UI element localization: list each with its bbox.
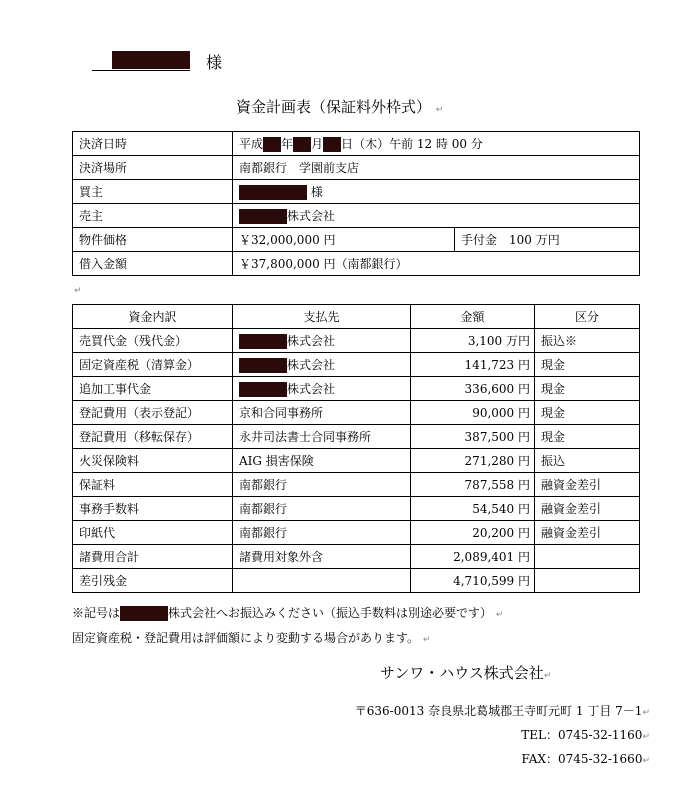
cell-item: 事務手数料 bbox=[73, 497, 233, 521]
cell-amount: 387,500 円 bbox=[411, 425, 535, 449]
redacted-seller bbox=[239, 209, 287, 224]
note-transfer: ※記号は 株式会社へお振込みください（振込手数料は別途必要です） ↵ bbox=[72, 606, 504, 620]
table-row bbox=[73, 473, 640, 497]
table-row bbox=[73, 521, 640, 545]
cell-item: 差引残金 bbox=[73, 569, 233, 593]
payee-text: 株式会社 bbox=[287, 334, 336, 348]
label-cell: 売主 bbox=[73, 204, 233, 228]
table-row bbox=[73, 377, 640, 401]
label-cell: 借入金額 bbox=[73, 252, 233, 276]
settlement-datetime-value: 平成 年 月 日（木）午前 12 時 00 分 bbox=[233, 132, 640, 156]
redacted-month bbox=[293, 137, 311, 152]
payee-text: 南都銀行 bbox=[239, 478, 288, 492]
cell-amount: 141,723 円 bbox=[411, 353, 535, 377]
cell-amount: 787,558 円 bbox=[411, 473, 535, 497]
cell-amount: 20,200 円 bbox=[411, 521, 535, 545]
table-row bbox=[73, 449, 640, 473]
table-row bbox=[73, 545, 640, 569]
company-fax: FAX：0745-32-1660↵ bbox=[521, 752, 650, 766]
row-seller bbox=[73, 204, 640, 228]
cell-category: 現金 bbox=[535, 353, 640, 377]
label-cell: 買主 bbox=[73, 180, 233, 204]
cell-category bbox=[535, 545, 640, 569]
cell-category bbox=[535, 569, 640, 593]
redacted-payee bbox=[239, 334, 287, 349]
cell-category: 振込※ bbox=[535, 329, 640, 353]
cell-category: 融資金差引 bbox=[535, 497, 640, 521]
redacted-buyer bbox=[239, 185, 307, 200]
cell-category: 振込 bbox=[535, 449, 640, 473]
cell-payee bbox=[233, 353, 411, 377]
cell-amount: 4,710,599 円 bbox=[411, 569, 535, 593]
company-name: サンワ・ハウス株式会社↵ bbox=[380, 664, 552, 682]
payee-text: 株式会社 bbox=[287, 358, 336, 372]
header-item: 資金内訳 bbox=[73, 305, 233, 329]
cell-item: 諸費用合計 bbox=[73, 545, 233, 569]
cell-category: 融資金差引 bbox=[535, 473, 640, 497]
cell-amount: 336,600 円 bbox=[411, 377, 535, 401]
cell-category: 現金 bbox=[535, 425, 640, 449]
buyer-value: 様 bbox=[233, 180, 640, 204]
cell-category: 融資金差引 bbox=[535, 521, 640, 545]
table-row bbox=[73, 353, 640, 377]
cell-item: 火災保険料 bbox=[73, 449, 233, 473]
row-settlement-datetime bbox=[73, 132, 640, 156]
header-amount: 金額 bbox=[411, 305, 535, 329]
cell-payee bbox=[233, 425, 411, 449]
row-property-price bbox=[73, 228, 640, 252]
cell-payee bbox=[233, 449, 411, 473]
redacted-name bbox=[112, 51, 190, 69]
redacted-payee bbox=[239, 358, 287, 373]
property-price-value: ￥32,000,000 円 bbox=[233, 228, 455, 252]
seller-value: 株式会社 bbox=[233, 204, 640, 228]
deposit-value: 手付金 100 万円 bbox=[455, 228, 640, 252]
table-row bbox=[73, 497, 640, 521]
cell-payee bbox=[233, 497, 411, 521]
payee-text: 南都銀行 bbox=[239, 502, 288, 516]
redacted-day bbox=[323, 137, 341, 152]
payee-text: 諸費用対象外含 bbox=[239, 550, 324, 564]
underline bbox=[92, 70, 190, 71]
document-title: 資金計画表（保証料外枠式） ↵ bbox=[236, 98, 444, 116]
label-cell: 決済日時 bbox=[73, 132, 233, 156]
cell-item: 固定資産税（清算金） bbox=[73, 353, 233, 377]
cell-amount: 90,000 円 bbox=[411, 401, 535, 425]
cell-amount: 54,540 円 bbox=[411, 497, 535, 521]
settlement-place-value: 南都銀行 学園前支店 bbox=[233, 156, 640, 180]
cell-payee bbox=[233, 545, 411, 569]
fund-table-header bbox=[73, 305, 640, 329]
row-loan-amount bbox=[73, 252, 640, 276]
payee-text: AIG 損害保険 bbox=[239, 454, 314, 468]
cell-payee bbox=[233, 377, 411, 401]
cell-item: 売買代金（残代金） bbox=[73, 329, 233, 353]
redacted-year bbox=[263, 137, 281, 152]
cell-payee bbox=[233, 329, 411, 353]
table-row bbox=[73, 401, 640, 425]
cell-item: 印紙代 bbox=[73, 521, 233, 545]
cell-item: 保証料 bbox=[73, 473, 233, 497]
cell-category: 現金 bbox=[535, 377, 640, 401]
paragraph-mark: ↵ bbox=[74, 286, 82, 296]
payee-text: 京和合同事務所 bbox=[239, 406, 324, 420]
table-row bbox=[73, 569, 640, 593]
note-variation: 固定資産税・登記費用は評価額により変動する場合があります。 ↵ bbox=[72, 631, 431, 645]
cell-category: 現金 bbox=[535, 401, 640, 425]
fund-breakdown-table bbox=[72, 304, 640, 593]
cell-item: 登記費用（移転保存） bbox=[73, 425, 233, 449]
payee-text: 永井司法書士合同事務所 bbox=[239, 430, 372, 444]
cell-amount: 3,100 万円 bbox=[411, 329, 535, 353]
label-cell: 決済場所 bbox=[73, 156, 233, 180]
cell-item: 追加工事代金 bbox=[73, 377, 233, 401]
cell-payee bbox=[233, 521, 411, 545]
label-cell: 物件価格 bbox=[73, 228, 233, 252]
table-row bbox=[73, 329, 640, 353]
cell-payee bbox=[233, 401, 411, 425]
header-payee: 支払先 bbox=[233, 305, 411, 329]
honorific: 様 bbox=[206, 53, 223, 72]
company-tel: TEL：0745-32-1160↵ bbox=[521, 728, 650, 742]
row-buyer bbox=[73, 180, 640, 204]
cell-payee bbox=[233, 569, 411, 593]
cell-amount: 271,280 円 bbox=[411, 449, 535, 473]
redacted-payee bbox=[120, 606, 168, 621]
company-address: 〒636-0013 奈良県北葛城郡王寺町元町 1 丁目 7－1↵ bbox=[354, 704, 650, 718]
loan-amount-value: ￥37,800,000 円（南都銀行） bbox=[233, 252, 640, 276]
settlement-info-table bbox=[72, 131, 640, 276]
header-category: 区分 bbox=[535, 305, 640, 329]
cell-item: 登記費用（表示登記） bbox=[73, 401, 233, 425]
table-row bbox=[73, 425, 640, 449]
row-settlement-place bbox=[73, 156, 640, 180]
payee-text: 南都銀行 bbox=[239, 526, 288, 540]
cell-amount: 2,089,401 円 bbox=[411, 545, 535, 569]
cell-payee bbox=[233, 473, 411, 497]
redacted-payee bbox=[239, 382, 287, 397]
payee-text: 株式会社 bbox=[287, 382, 336, 396]
